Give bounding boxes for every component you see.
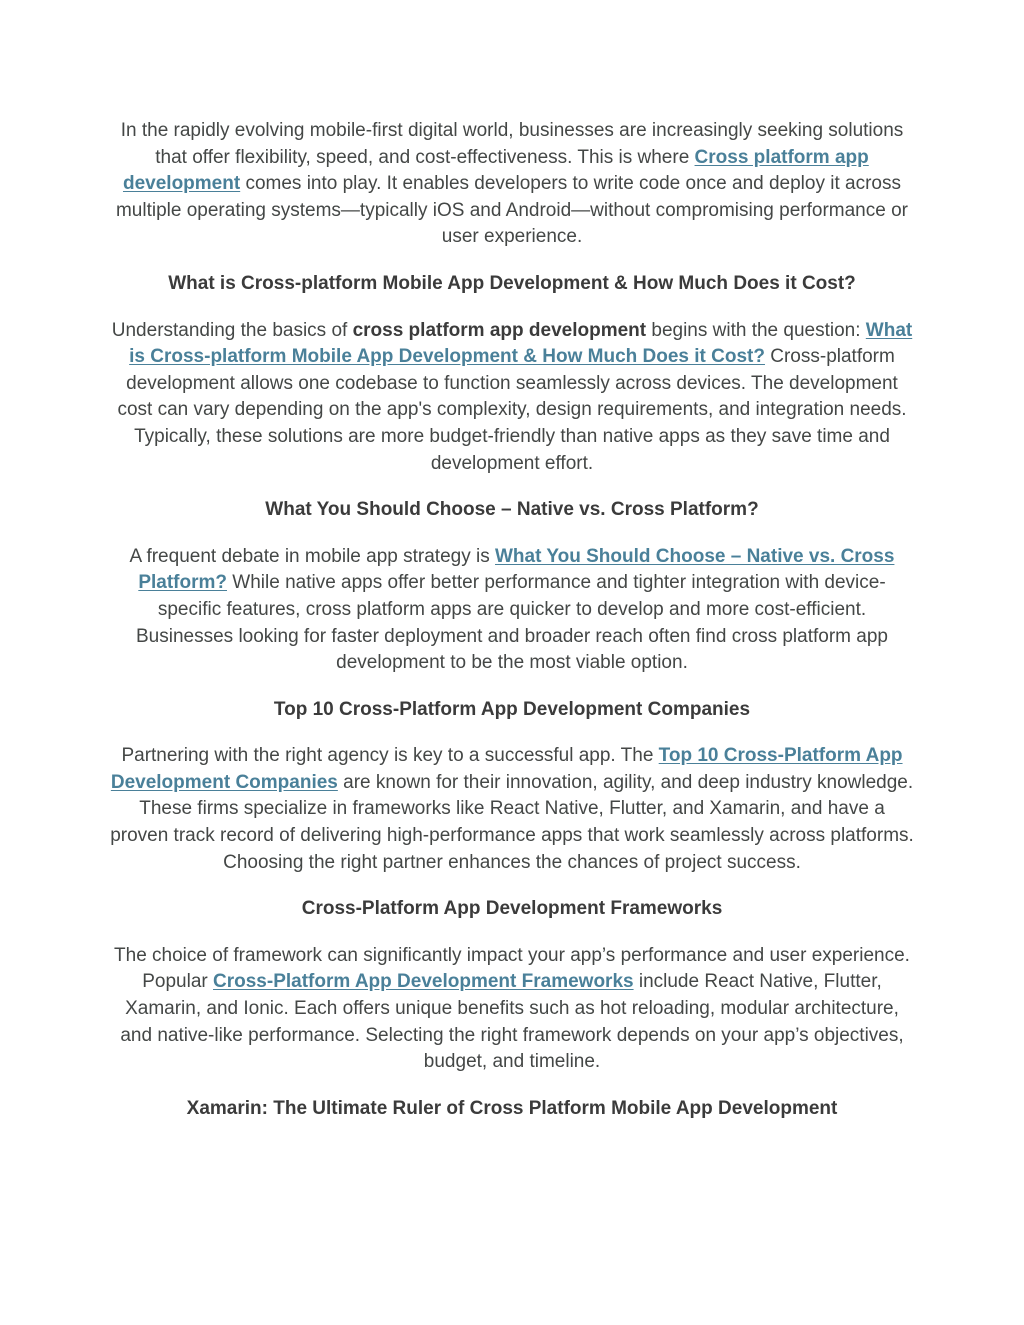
cost-paragraph bbox=[110, 318, 914, 478]
paragraph-text: comes into play. It enables developers to write code once and deploy it across multiple operating systems—typically iOS and Android—without compromising performance or user experience. bbox=[115, 173, 908, 248]
native-vs-cross-paragraph bbox=[110, 544, 914, 677]
paragraph-text: A frequent debate in mobile app strategy is bbox=[129, 545, 495, 567]
cost-article-link[interactable]: What is Cross-platform Mobile App Development & How Much Does it Cost? bbox=[129, 319, 913, 368]
frameworks-link[interactable]: Cross-Platform App Development Frameworks bbox=[213, 971, 634, 993]
intro-paragraph bbox=[110, 118, 914, 251]
paragraph-text: The choice of framework can significantly impact your app’s performance and user experience. Popular bbox=[114, 944, 910, 993]
section-heading-xamarin: Xamarin: The Ultimate Ruler of Cross Platform Mobile App Development bbox=[186, 1097, 838, 1119]
paragraph-text: are known for their innovation, agility, and deep industry knowledge. These firms specialize in frameworks like React Native, Flutter, and Xamarin, and have a proven track record of delivering high-performance apps that work seamlessly across platforms. Choosing the right partner enhances the chances of project success. bbox=[110, 771, 914, 873]
frameworks-paragraph bbox=[110, 943, 914, 1076]
bold-text: cross platform app development bbox=[352, 319, 647, 341]
paragraph-text: Understanding the basics of bbox=[111, 319, 353, 341]
paragraph-text: Partnering with the right agency is key to a successful app. The bbox=[121, 745, 659, 767]
top-companies-paragraph bbox=[110, 743, 914, 876]
paragraph-text: begins with the question: bbox=[646, 319, 866, 341]
paragraph-text: include React Native, Flutter, Xamarin, and Ionic. Each offers unique benefits such as hot reloading, modular architecture, and native-like performance. Selecting the right framework depends on your app’s objectives, budget, and timeline. bbox=[120, 971, 904, 1073]
native-vs-cross-link[interactable]: What You Should Choose – Native vs. Cross Platform? bbox=[138, 545, 895, 594]
section-heading-frameworks: Cross-Platform App Development Frameworks bbox=[301, 898, 723, 920]
document-body bbox=[110, 118, 914, 1142]
paragraph-text: In the rapidly evolving mobile-first digital world, businesses are increasingly seeking solutions that offer flexibility, speed, and cost-effectiveness. This is where bbox=[120, 120, 904, 168]
paragraph-text: While native apps offer better performance and tighter integration with device-specific features, cross platform apps are quicker to develop and more cost-efficient. Businesses looking for faster deployment and broader reach often find cross platform app development to be the most viable option. bbox=[136, 572, 888, 674]
section-heading-cost: What is Cross-platform Mobile App Development & How Much Does it Cost? bbox=[168, 272, 856, 294]
paragraph-text: Cross-platform development allows one codebase to function seamlessly across devices. The development cost can vary depending on the app's complexity, design requirements, and integration needs. Typically, these solutions are more budget-friendly than native apps as they save time and development effort. bbox=[117, 346, 907, 474]
top-companies-link[interactable]: Top 10 Cross-Platform App Development Companies bbox=[110, 745, 903, 793]
section-heading-top-companies: Top 10 Cross-Platform App Development Companies bbox=[273, 698, 751, 720]
cross-platform-app-development-link[interactable]: Cross platform app development bbox=[122, 146, 869, 195]
section-heading-native-vs-cross: What You Should Choose – Native vs. Cross Platform? bbox=[265, 499, 759, 521]
